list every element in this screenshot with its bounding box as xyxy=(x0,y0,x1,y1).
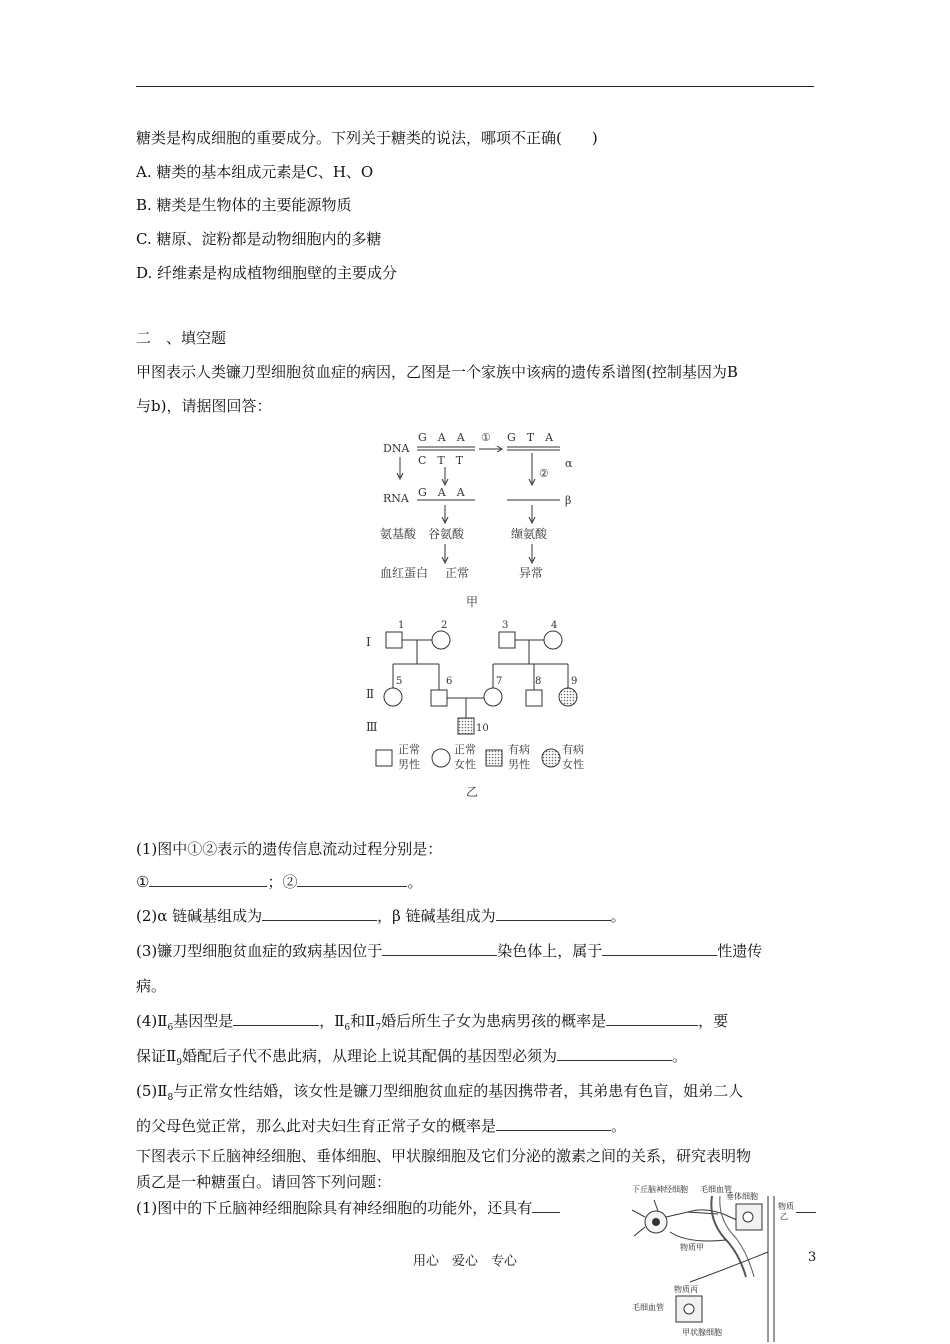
page-number: 3 xyxy=(808,1250,817,1265)
svg-text:3: 3 xyxy=(502,620,509,631)
q2-part1-answers: ① ；② 。 xyxy=(136,873,423,891)
substance-b-label-2: 乙 xyxy=(780,1212,788,1221)
substance-b-label-1: 物质 xyxy=(778,1202,794,1211)
q3-intro-line1: 下图表示下丘脑神经细胞、垂体细胞、甲状腺细胞及它们分泌的激素之间的关系，研究表明物 xyxy=(136,1147,752,1165)
legend-normal-female-line2: 女性 xyxy=(454,758,476,771)
hemoglobin-label: 血红蛋白 xyxy=(380,566,429,580)
amino-acid-right: 缬氨酸 xyxy=(511,527,548,541)
svg-text:6: 6 xyxy=(446,676,453,687)
answer-blank-spouse-genotype[interactable] xyxy=(557,1045,672,1061)
legend-normal-male-line2: 男性 xyxy=(398,758,420,771)
individual-9 xyxy=(559,688,577,706)
pituitary-label: 垂体细胞 xyxy=(726,1192,758,1201)
q2-part3: (3)镰刀型细胞贫血症的致病基因位于 染色体上，属于 性遗传 xyxy=(136,942,763,960)
svg-text:4: 4 xyxy=(551,620,558,631)
legend-affected-male-symbol xyxy=(486,750,502,766)
rna-label: RNA xyxy=(383,492,409,505)
legend-affected-female-line1: 有病 xyxy=(562,743,584,756)
legend-normal-male-symbol xyxy=(376,750,392,766)
legend-affected-female-line2: 女性 xyxy=(562,758,584,771)
svg-text:1: 1 xyxy=(398,620,405,631)
individual-10 xyxy=(458,718,474,734)
answer-blank-normal-child-probability[interactable] xyxy=(496,1115,611,1131)
dna-label: DNA xyxy=(383,442,410,455)
q2-intro-line2: 与b)，请据图回答： xyxy=(136,397,272,415)
q2-part5-line2: 的父母色觉正常，那么此对夫妇生育正常子女的概率是 。 xyxy=(136,1117,627,1135)
svg-text:10: 10 xyxy=(476,723,489,734)
q1-option-a: A. 糖类的基本组成元素是C、H、O xyxy=(136,163,374,181)
figure-jia xyxy=(375,425,595,610)
thyroid-label: 甲状腺细胞 xyxy=(682,1328,722,1337)
amino-acid-label: 氨基酸 xyxy=(380,527,417,541)
answer-blank-beta[interactable] xyxy=(496,905,611,921)
abnormal-label: 异常 xyxy=(519,566,544,580)
section-heading: 二 、填空题 xyxy=(136,329,227,347)
hypothalamus-label: 下丘脑神经细胞 xyxy=(632,1185,688,1194)
beta-label: β xyxy=(565,494,572,507)
dna-top-left: G A A xyxy=(418,431,465,444)
q1-option-c: C. 糖原、淀粉都是动物细胞内的多糖 xyxy=(136,230,382,248)
q2-part2: (2)α 链碱基组成为 ，β 链碱基组成为 。 xyxy=(136,907,626,925)
answer-blank-hypothalamus[interactable] xyxy=(532,1197,560,1213)
q2-part4: $(4)Ⅱ_6$基因型是 ，$Ⅱ_6$和$Ⅱ_7$婚后所生子女为患病男孩的概率是 ，要 xyxy=(136,1012,729,1033)
answer-blank-1[interactable] xyxy=(149,871,267,887)
legend-normal-male-line1: 正常 xyxy=(398,743,420,756)
legend-normal-female-line1: 正常 xyxy=(454,743,476,756)
individual-3 xyxy=(499,632,515,648)
figure-jia-caption: 甲 xyxy=(466,595,479,609)
neuron-processes xyxy=(632,1200,718,1236)
figure-yi-caption: 乙 xyxy=(466,785,479,799)
q2-part1-prompt: (1)图中①②表示的遗传信息流动过程分别是： xyxy=(136,840,443,858)
individual-6 xyxy=(431,690,447,706)
svg-text:5: 5 xyxy=(396,676,403,687)
rna-left: G A A xyxy=(418,486,465,499)
q2-intro-line1: 甲图表示人类镰刀型细胞贫血症的病因，乙图是一个家族中该病的遗传系谱图(控制基因为B xyxy=(136,363,738,381)
legend-affected-male-line1: 有病 xyxy=(508,743,530,756)
answer-blank-2[interactable] xyxy=(297,871,407,887)
svg-text:9: 9 xyxy=(571,676,578,687)
substance-a-label: 物质甲 xyxy=(680,1243,704,1252)
answer-blank-inheritance[interactable] xyxy=(602,940,717,956)
figure-yi-pedigree xyxy=(362,612,602,802)
individual-4 xyxy=(544,631,562,649)
normal-label: 正常 xyxy=(445,566,470,580)
amino-acid-left: 谷氨酸 xyxy=(428,527,465,541)
generation-2: Ⅱ xyxy=(366,687,375,701)
q1-option-b: B. 糖类是生物体的主要能源物质 xyxy=(136,196,352,214)
capillary-top-label: 毛细血管 xyxy=(700,1185,732,1194)
figure-hormone-pathway xyxy=(628,1182,798,1344)
individual-7 xyxy=(484,688,502,706)
svg-text:2: 2 xyxy=(441,620,448,631)
q2-part4-line2: 保证$Ⅱ_9$婚配后子代不患此病，从理论上说其配偶的基因型必须为 。 xyxy=(136,1047,687,1068)
step2-label: ② xyxy=(539,467,549,480)
q3-part1: (1)图中的下丘脑神经细胞除具有神经细胞的功能外，还具有 xyxy=(136,1197,560,1218)
q2-part5: $(5)Ⅱ_8$与正常女性结婚，该女性是镰刀型细胞贫血症的基因携带者，其弟患有色盲，姐弟二人 xyxy=(136,1082,744,1103)
generation-3: Ⅲ xyxy=(366,720,378,734)
neuron-nucleus xyxy=(652,1218,660,1226)
svg-text:7: 7 xyxy=(496,676,503,687)
svg-text:8: 8 xyxy=(535,676,542,687)
answer-blank-chromosome[interactable] xyxy=(382,940,497,956)
answer-blank-genotype[interactable] xyxy=(233,1010,319,1026)
alpha-label: α xyxy=(565,457,573,470)
individual-5 xyxy=(384,688,402,706)
individual-8 xyxy=(526,690,542,706)
legend-affected-female-symbol xyxy=(542,749,560,767)
legend-normal-female-symbol xyxy=(432,749,450,767)
substance-c-label: 物质丙 xyxy=(674,1285,698,1294)
q2-part3-line2: 病。 xyxy=(136,977,167,995)
q1-option-d: D. 纤维素是构成植物细胞壁的主要成分 xyxy=(136,264,398,282)
individual-2 xyxy=(432,631,450,649)
answer-blank-continuation[interactable] xyxy=(796,1212,816,1213)
individual-1 xyxy=(386,632,402,648)
answer-blank-alpha[interactable] xyxy=(262,905,377,921)
dna-bottom-left: C T T xyxy=(418,454,464,467)
generation-1: Ⅰ xyxy=(366,635,371,649)
dna-top-right: G T A xyxy=(507,431,554,444)
capillary-bottom-label: 毛细血管 xyxy=(632,1303,664,1312)
legend-affected-male-line2: 男性 xyxy=(508,758,530,771)
header-rule xyxy=(136,86,814,87)
step1-label: ① xyxy=(481,431,491,444)
answer-blank-probability[interactable] xyxy=(606,1010,698,1026)
q3-intro-line2: 质乙是一种糖蛋白。请回答下列问题： xyxy=(136,1173,392,1191)
q1-stem: 糖类是构成细胞的重要成分。下列关于糖类的说法，哪项不正确( ) xyxy=(136,129,598,147)
footer-motto: 用心 爱心 专心 xyxy=(413,1254,518,1269)
